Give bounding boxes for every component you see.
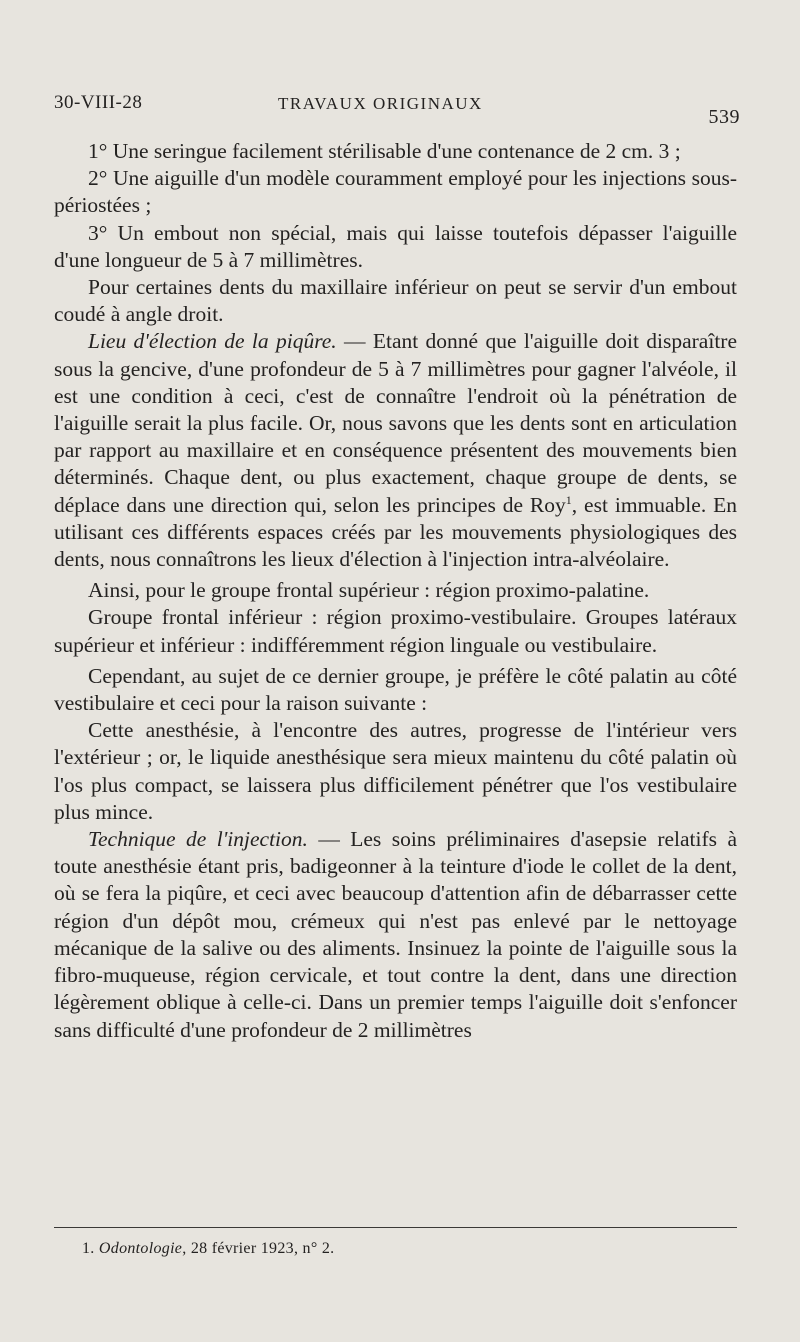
section-heading-technique: Technique de l'injection. [88, 827, 308, 852]
section-heading-lieu: Lieu d'élection de la piqûre. [88, 329, 337, 354]
list-item-needle: 2° Une aiguille d'un modèle couramment employé pour les injections sous-périostées ; [54, 166, 737, 218]
technique-text: — Les soins préliminaires d'asepsie relatifs à toute anesthésie étant pris, badigeonner à la teinture d'iode le collet de la dent, où se fera la piqûre, et ceci avec beaucoup d'attention afin de débarrasser cette région d'un dépôt mou, crémeux qui n'est pas enlevé par le nettoyage mécanique de la salive ou des aliments. Insinuez la pointe de l'aiguille sous la fibro-muqueuse, région cervicale, et tout contre la dent, dans une direction légèrement oblique à celle-ci. Dans un premier temps l'aiguille doit s'enfoncer sans difficulté d'une profondeur de 2 millimètres [54, 827, 737, 1042]
section-title: TRAVAUX ORIGINAUX [278, 94, 483, 113]
footnote-number: 1. [82, 1240, 95, 1257]
footnote [82, 1240, 334, 1258]
issue-date: 30-VIII-28 [54, 92, 143, 113]
paragraph-technique [54, 826, 737, 1044]
page-number: 539 [708, 106, 740, 128]
lieu-text-1: — Etant donné que l'aiguille doit disparaître sous la gencive, d'une profondeur de 5 à 7 millimètres pour gagner l'alvéole, il est une condition à ceci, c'est de connaître l'endroit où la pénétration de l'aiguille serait la plus facile. Or, nous savons que les dents sont en articulation par rapport au maxillaire et en conséquence présentent des mouvements bien déterminés. Chaque dent, ou plus exactement, chaque groupe de dents, se déplace dans une direction qui, selon les principes de Roy [54, 329, 737, 517]
footnote-details: , 28 février 1923, n° 2. [182, 1240, 335, 1257]
footnote-reference: 1 [565, 492, 572, 507]
paragraph-frontal-superieur: Ainsi, pour le groupe frontal supérieur : région proximo-palatine. [88, 578, 650, 603]
paragraph-embout-coude: Pour certaines dents du maxillaire inférieur on peut se servir d'un embout coudé à angle droit. [54, 275, 737, 327]
footnote-rule [54, 1227, 737, 1228]
paragraph-anesthesie: Cette anesthésie, à l'encontre des autres, progresse de l'intérieur vers l'extérieur ; or, le liquide anesthésique sera mieux maintenu du côté palatin où l'os plus compact, se laissera plus difficilement pénétrer que l'os vestibulaire plus mince. [54, 718, 737, 824]
running-head [54, 92, 740, 128]
lieu-text-2: , est immuable. En utilisant ces différents espaces créés par les mouvements physiologiques des dents, nous connaîtrons les lieux d'élection à l'injection intra-alvéolaire. [54, 492, 737, 572]
list-item-syringe: 1° Une seringue facilement stérilisable d'une contenance de 2 cm. 3 ; [88, 139, 681, 163]
footnote-source: Odontologie [98, 1240, 183, 1257]
paragraph-groupes: Groupe frontal inférieur : région proximo-vestibulaire. Groupes latéraux supérieur et inférieur : indifféremment région linguale ou vestibulaire. [54, 605, 737, 657]
paragraph-cependant: Cependant, au sujet de ce dernier groupe, je préfère le côté palatin au côté vestibulaire et ceci pour la raison suivante : [54, 663, 737, 716]
body-text [54, 138, 737, 1044]
paragraph-lieu-election [54, 328, 737, 573]
list-item-embout: 3° Un embout non spécial, mais qui laisse toutefois dépasser l'aiguille d'une longueur de 5 à 7 millimètres. [54, 220, 737, 272]
